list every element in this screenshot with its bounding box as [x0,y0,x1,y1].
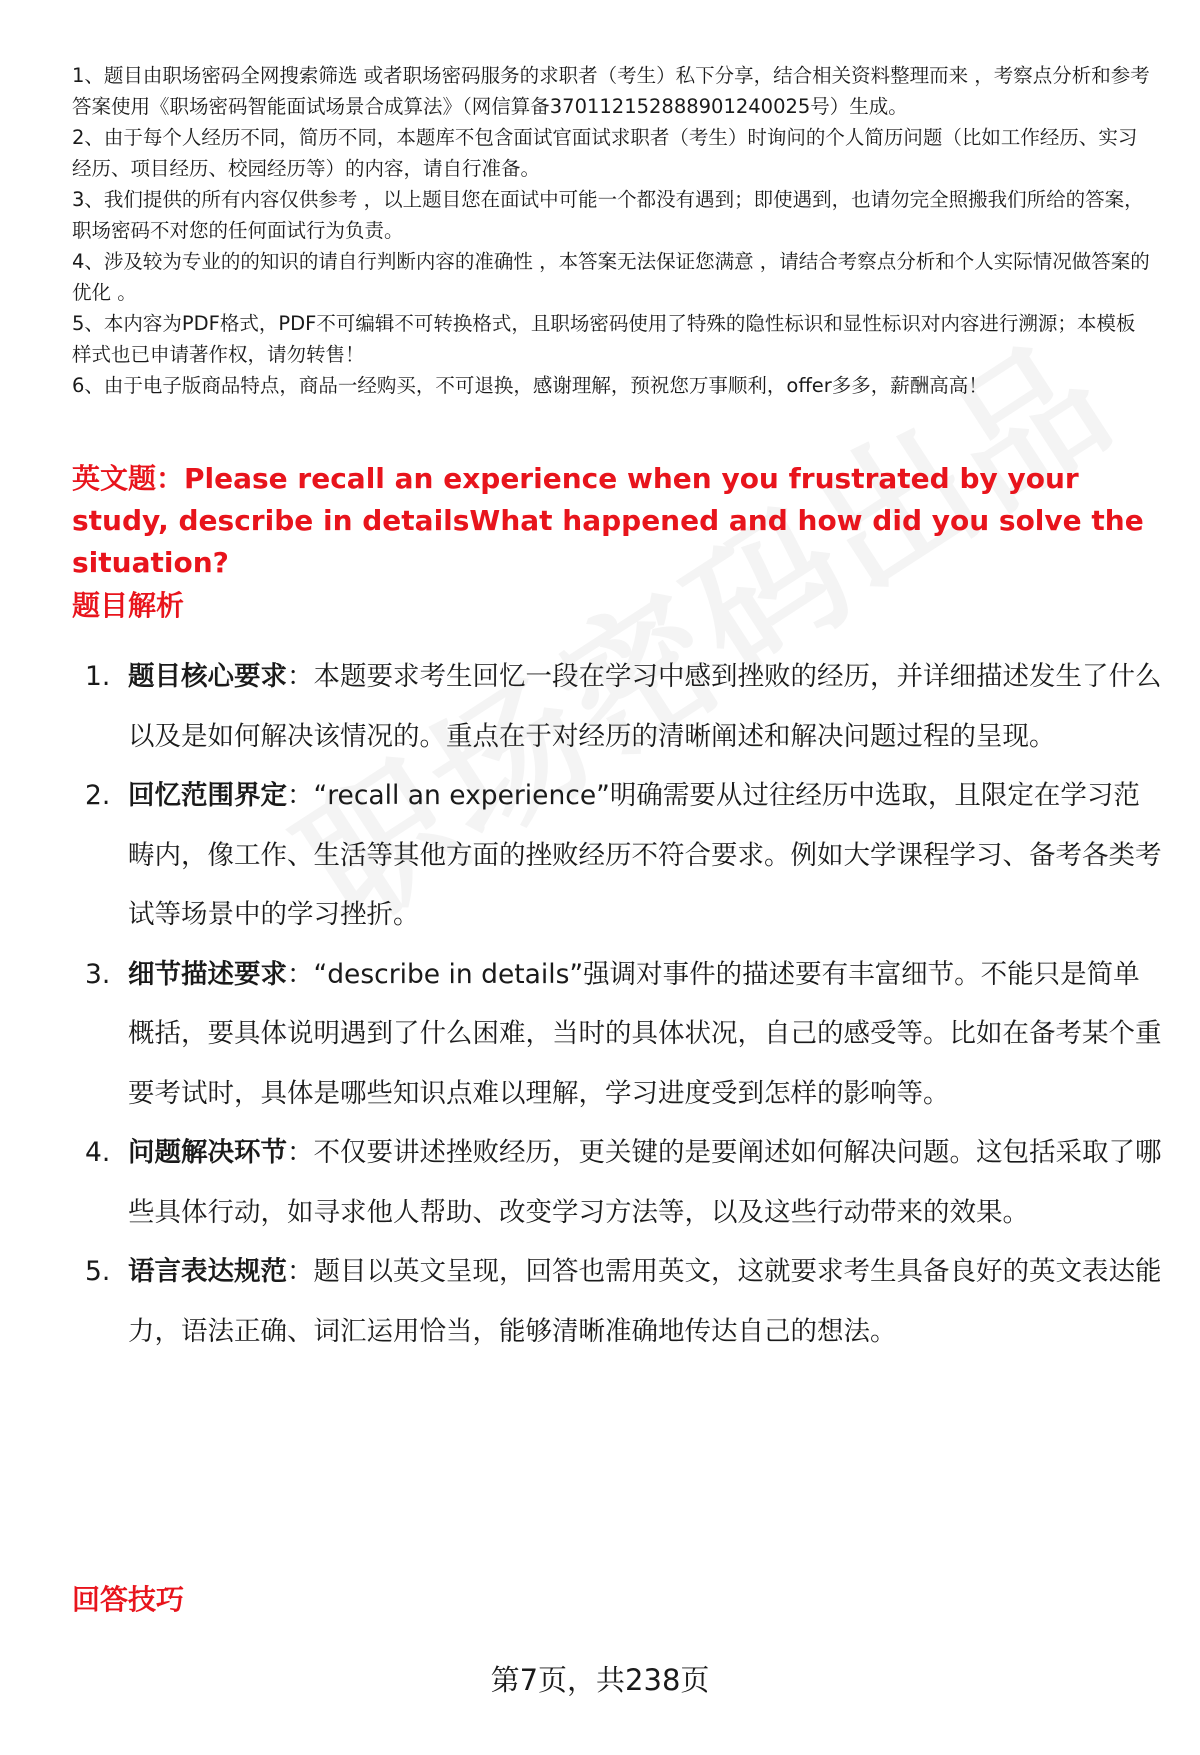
item-text: ：“recall an experience”明确需要从过往经历中选取，且限定在学习范畴内，像工作、生活等其他方面的挫败经历不符合要求。例如大学课程学习、备考各类考试等场景中的学习挫折。 [128,780,1162,930]
analysis-item-3 [72,945,1162,1124]
question-title: 英文题：Please recall an experience when you frustrated by your study, describe in detailsWhat happened and how did you solve the situation? [72,462,1144,579]
disclaimer-item-5: 5、本内容为PDF格式，PDF不可编辑不可转换格式，且职场密码使用了特殊的隐性标识和显性标识对内容进行溯源；本模板样式也已申请著作权，请勿转售！ [72,312,1136,366]
analysis-list [72,647,1162,1361]
item-key: 语言表达规范 [128,1256,287,1287]
item-key: 问题解决环节 [128,1137,287,1168]
item-key: 细节描述要求 [128,958,287,990]
analysis-item-4 [72,1123,1162,1242]
analysis-item-2 [72,766,1162,945]
disclaimer-item-2: 2、由于每个人经历不同，简历不同，本题库不包含面试官面试求职者（考生）时询问的个人简历问题（比如工作经历、实习经历、项目经历、校园经历等）的内容，请自行准备。 [72,126,1138,180]
disclaimer-item-1: 1、题目由职场密码全网搜索筛选 或者职场密码服务的求职者（考生）私下分享，结合相关资料整理而来 ，考察点分析和参考答案使用《职场密码智能面试场景合成算法》（网信算备370112152888901240025号）生成。 [72,64,1150,118]
item-text: ：题目以英文呈现，回答也需用英文，这就要求考生具备良好的英文表达能力，语法正确、词汇运用恰当，能够清晰准确地传达自己的想法。 [128,1256,1162,1347]
item-number: 1. [85,661,111,692]
item-number: 2. [85,780,111,811]
item-text: ：不仅要讲述挫败经历，更关键的是要阐述如何解决问题。这包括采取了哪些具体行动，如寻求他人帮助、改变学习方法等，以及这些行动带来的效果。 [128,1137,1162,1228]
disclaimer-item-6: 6、由于电子版商品特点，商品一经购买，不可退换，感谢理解，预祝您万事顺利，offer多多，薪酬高高！ [72,374,988,397]
item-number: 4. [85,1137,111,1168]
item-text: ：本题要求考生回忆一段在学习中感到挫败的经历，并详细描述发生了什么以及是如何解决该情况的。重点在于对经历的清晰阐述和解决问题过程的呈现。 [128,661,1162,752]
item-text: ：“describe in details”强调对事件的描述要有丰富细节。不能只是简单概括，要具体说明遇到了什么困难，当时的具体状况，自己的感受等。比如在备考某个重要考试时，具体是哪些知识点难以理解，学习进度受到怎样的影响等。 [128,958,1162,1109]
item-key: 题目核心要求 [128,661,287,692]
analysis-item-5 [72,1242,1162,1361]
item-number: 3. [85,958,111,990]
analysis-item-1 [72,647,1162,766]
analysis-heading: 题目解析 [72,589,185,622]
item-key: 回忆范围界定 [128,780,287,811]
disclaimer-item-3: 3、我们提供的所有内容仅供参考 ，以上题目您在面试中可能一个都没有遇到；即使遇到，也请勿完全照搬我们所给的答案，职场密码不对您的任何面试行为负责。 [72,188,1144,242]
item-number: 5. [85,1256,111,1287]
page-footer: 第7页，共238页 [490,1663,710,1697]
tips-heading: 回答技巧 [72,1583,185,1616]
disclaimer-block [72,60,1152,401]
disclaimer-item-4: 4、涉及较为专业的的知识的请自行判断内容的准确性 ，本答案无法保证您满意 ，请结合考察点分析和个人实际情况做答案的优化 。 [72,250,1150,304]
